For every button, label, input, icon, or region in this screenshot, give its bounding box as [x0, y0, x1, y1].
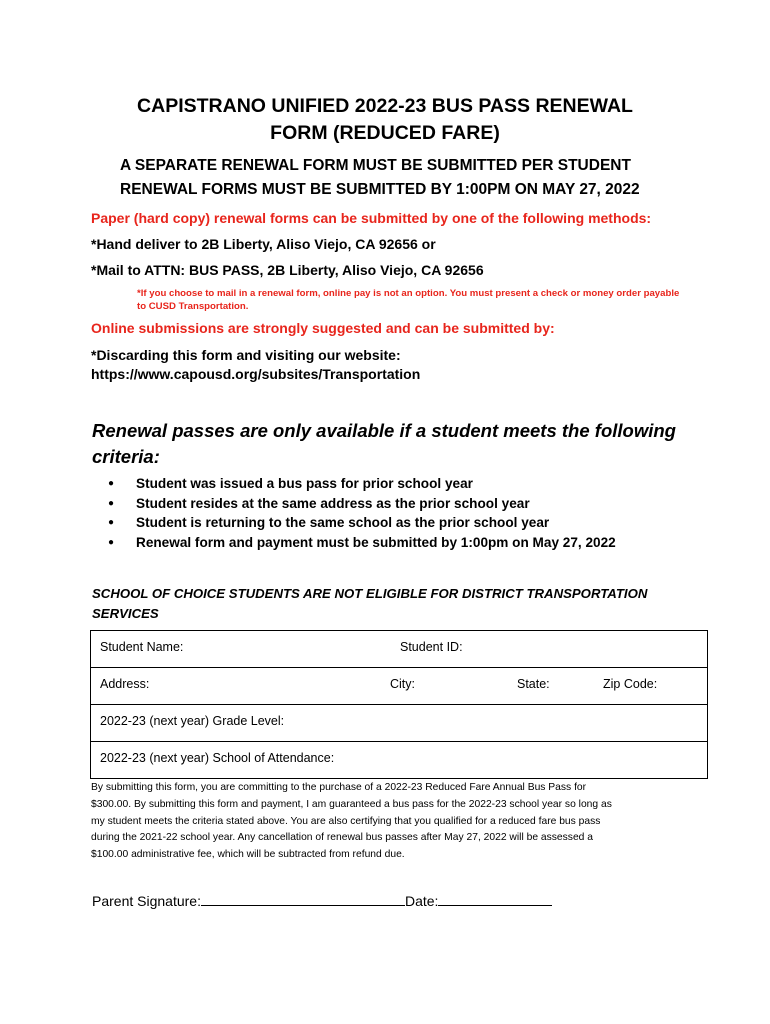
criteria-heading	[92, 418, 676, 470]
mail-payment-note-line-2: to CUSD Transportation.	[137, 300, 249, 312]
school-row	[91, 742, 708, 779]
criteria-heading-line-2: criteria:	[92, 446, 160, 467]
student-info-row	[91, 631, 708, 668]
parent-signature-line[interactable]	[201, 891, 405, 906]
school-of-choice-notice	[92, 584, 732, 623]
disclaimer-line: during the 2021-22 school year. Any cancellation of renewal bus passes after May 27, 2022 will be assessed a	[91, 832, 593, 844]
criteria-item: ● Student was issued a bus pass for prior school year	[108, 474, 616, 494]
subtitle-separate-form: A SEPARATE RENEWAL FORM MUST BE SUBMITTED PER STUDENT	[120, 157, 631, 174]
disclaimer-line: $300.00. By submitting this form and payment, I am guaranteed a bus pass for the 2022-23 school year so long as	[91, 798, 612, 810]
school-of-attendance-field[interactable]: 2022-23 (next year) School of Attendance:	[100, 751, 335, 765]
subtitle-deadline: RENEWAL FORMS MUST BE SUBMITTED BY 1:00PM ON MAY 27, 2022	[120, 181, 640, 198]
student-info-form	[90, 630, 708, 779]
criteria-item: ● Renewal form and payment must be submitted by 1:00pm on May 27, 2022	[108, 533, 616, 553]
grade-level-field[interactable]: 2022-23 (next year) Grade Level:	[100, 714, 285, 728]
signature-row	[92, 891, 552, 909]
city-field[interactable]: City:	[390, 677, 415, 691]
address-row	[91, 668, 708, 705]
school-of-choice-line-1: SCHOOL OF CHOICE STUDENTS ARE NOT ELIGIBLE FOR DISTRICT TRANSPORTATION	[92, 586, 648, 601]
disclaimer-line: $100.00 administrative fee, which will be subtracted from refund due.	[91, 849, 405, 861]
state-field[interactable]: State:	[517, 677, 550, 691]
date-line[interactable]	[438, 891, 552, 906]
mail-payment-note-line-1: *If you choose to mail in a renewal form, online pay is not an option. You must present a check or money order payable	[137, 288, 680, 299]
student-name-field[interactable]: Student Name:	[100, 640, 184, 654]
transportation-website-link[interactable]: https://www.capousd.org/subsites/Transportation	[91, 366, 421, 382]
parent-signature-label: Parent Signature:	[92, 893, 201, 909]
mail-method: *Mail to ATTN: BUS PASS, 2B Liberty, Aliso Viejo, CA 92656	[91, 262, 484, 278]
disclaimer-paragraph	[91, 780, 691, 864]
form-title-line-2: FORM (REDUCED FARE)	[270, 122, 500, 144]
criteria-heading-line-1: Renewal passes are only available if a student meets the following	[92, 420, 676, 441]
form-title-line-1: CAPISTRANO UNIFIED 2022-23 BUS PASS RENEWAL	[137, 95, 633, 117]
mail-payment-note	[137, 288, 727, 313]
hand-deliver-method: *Hand deliver to 2B Liberty, Aliso Viejo, CA 92656 or	[91, 236, 436, 252]
online-submission-heading: Online submissions are strongly suggested and can be submitted by:	[91, 320, 555, 336]
student-id-field[interactable]: Student ID:	[400, 640, 463, 654]
criteria-item: ● Student resides at the same address as the prior school year	[108, 494, 616, 514]
paper-submission-heading: Paper (hard copy) renewal forms can be submitted by one of the following methods:	[91, 210, 652, 226]
disclaimer-line: my student meets the criteria stated above. You are also certifying that you qualified for a reduced fare bus pass	[91, 815, 601, 827]
disclaimer-line: By submitting this form, you are committing to the purchase of a 2022-23 Reduced Fare Annual Bus Pass for	[91, 782, 587, 793]
grade-level-row	[91, 705, 708, 742]
school-of-choice-line-2: SERVICES	[92, 605, 159, 621]
criteria-list	[108, 474, 616, 552]
address-field[interactable]: Address:	[100, 677, 150, 691]
zip-code-field[interactable]: Zip Code:	[603, 677, 658, 691]
online-instruction: *Discarding this form and visiting our website:	[91, 347, 401, 363]
criteria-item: ● Student is returning to the same school as the prior school year	[108, 513, 616, 533]
date-label: Date:	[404, 893, 439, 909]
